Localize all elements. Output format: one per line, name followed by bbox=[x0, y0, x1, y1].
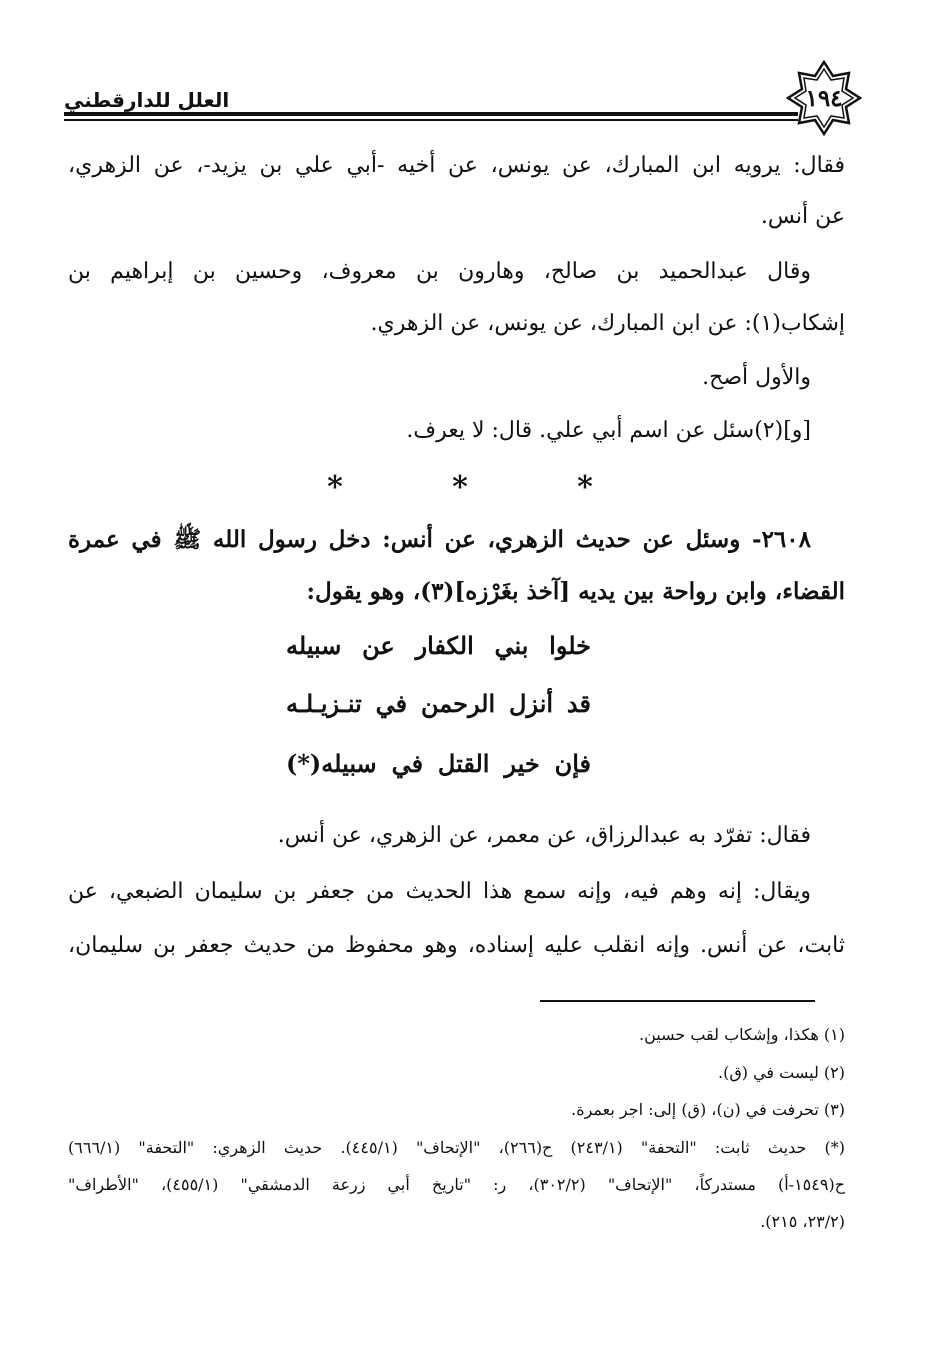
section-separator bbox=[300, 470, 620, 505]
page-number: ١٩٤ bbox=[805, 84, 843, 112]
body-line-4: إشكاب(١): عن ابن المبارك، عن يونس، عن الزهري. bbox=[370, 311, 845, 336]
body-line-1: فقال: يرويه ابن المبارك، عن يونس، عن أخيه -أبي علي بن يزيد-، عن الزهري، bbox=[68, 153, 845, 178]
verse-line-2: قد أنزل الرحمن في تنـزيـلـه bbox=[286, 689, 591, 718]
footnote-2: (٢) ليست في (ق). bbox=[718, 1063, 845, 1082]
body-line-2: عن أنس. bbox=[760, 204, 845, 229]
footnote-1: (١) هكذا، وإشكاب لقب حسين. bbox=[639, 1025, 845, 1044]
running-title: العلل للدارقطني bbox=[64, 88, 230, 112]
verse-line-1: خلوا بني الكفار عن سبيله bbox=[286, 631, 591, 660]
header-rule-thin bbox=[64, 119, 798, 121]
footnote-4-line-1: (*) حديث ثابت: "التحفة" (٢٤٣/١) ح(٢٦٦)، "الإتحاف" (٤٤٥/١). حديث الزهري: "التحفة" (٦٦٦/١) bbox=[68, 1138, 846, 1157]
hadith-heading-line-2: القضاء، وابن رواحة بين يديه [آخذ بغَرْزه](٣)، وهو يقول: bbox=[306, 578, 845, 605]
body-line-5: والأول أصح. bbox=[702, 365, 811, 390]
footnote-3: (٣) تحرفت في (ن)، (ق) إلى: اجر بعمرة. bbox=[571, 1100, 845, 1119]
separator-star: * bbox=[452, 470, 468, 505]
answer-line-2: ويقال: إنه وهم فيه، وإنه سمع هذا الحديث من جعفر بن سليمان الضبعي، عن bbox=[68, 879, 811, 904]
footnote-4-line-3: (٢٣/٢، ٢١٥). bbox=[760, 1212, 845, 1231]
body-line-6: [و](٢)سئل عن اسم أبي علي. قال: لا يعرف. bbox=[406, 418, 811, 443]
footnote-rule bbox=[540, 1000, 815, 1002]
separator-star: * bbox=[577, 470, 593, 505]
hadith-heading-line-1: ٢٦٠٨- وسئل عن حديث الزهري، عن أنس: دخل رسول الله ﷺ في عمرة bbox=[68, 526, 811, 553]
verse-line-3: فإن خير القتل في سبيله(*) bbox=[286, 749, 591, 778]
footnote-4-line-2: ح(١٥٤٩-أ) مستدركاً، "الإتحاف" (٣٠٢/٢)، ر: "تاريخ أبي زرعة الدمشقي" (٤٥٥/١)، "الأطراف" bbox=[68, 1175, 846, 1194]
header-rule-thick bbox=[64, 112, 798, 116]
separator-star: * bbox=[327, 470, 343, 505]
answer-line-3: ثابت، عن أنس. وإنه انقلب عليه إسناده، وهو محفوظ من حديث جعفر بن سليمان، bbox=[68, 933, 845, 958]
answer-line-1: فقال: تفرّد به عبدالرزاق، عن معمر، عن الزهري، عن أنس. bbox=[277, 823, 811, 848]
body-line-3: وقال عبدالحميد بن صالح، وهارون بن معروف، وحسين بن إبراهيم بن bbox=[68, 259, 811, 284]
